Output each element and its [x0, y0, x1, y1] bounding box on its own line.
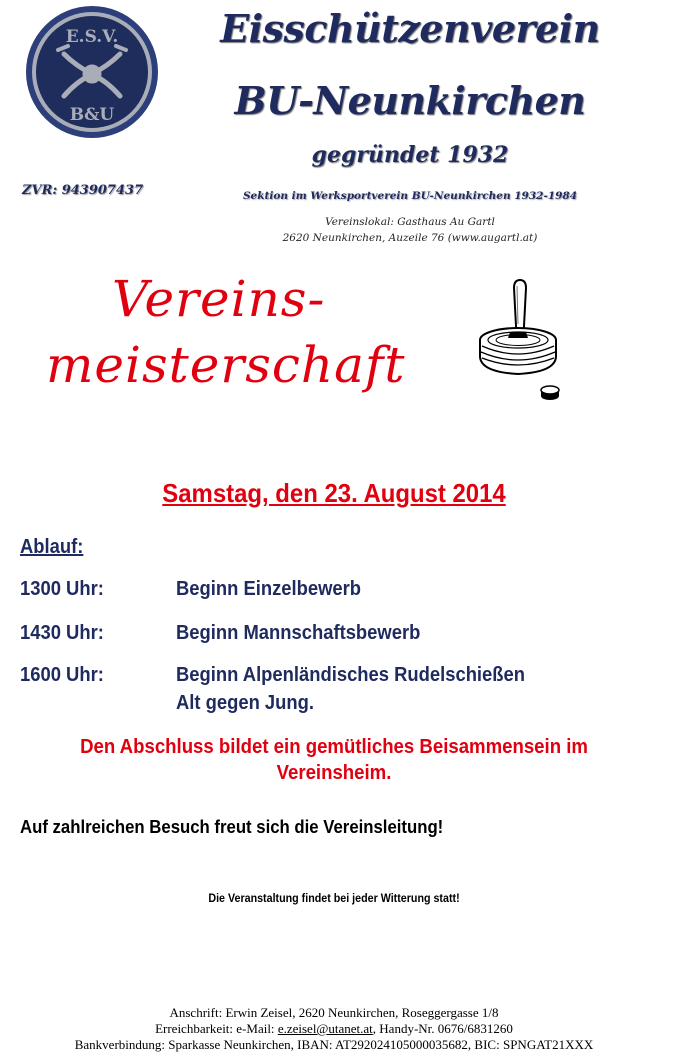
- poster-title-line1: Vereins-: [112, 270, 326, 328]
- zvr-number: ZVR: 943907437: [22, 183, 144, 198]
- schedule-desc-3-line2: Alt gegen Jung.: [176, 692, 314, 714]
- contact-prefix: Erreichbarkeit: e-Mail:: [155, 1021, 278, 1036]
- footer-bank: Bankverbindung: Sparkasse Neunkirchen, IBAN: AT292024105000035682, BIC: SPNGAT21XXX: [74, 1037, 594, 1052]
- logo-bottom-text: B&U: [69, 105, 115, 125]
- greeting: Auf zahlreichen Besuch freut sich die Vereinsleitung!: [20, 817, 444, 837]
- curling-stone-icon: [470, 278, 570, 408]
- contact-suffix: , Handy-Nr. 0676/6831260: [372, 1021, 513, 1036]
- venue-name: Vereinslokal: Gasthaus Au Gartl: [325, 216, 495, 228]
- closing-note-line1: Den Abschluss bildet ein gemütliches Beisammensein im: [80, 736, 588, 758]
- schedule-time-3: 1600 Uhr:: [20, 664, 104, 686]
- closing-note: [23, 734, 644, 786]
- schedule-time-1: 1300 Uhr:: [20, 578, 104, 600]
- founded-year: gegründet 1932: [311, 142, 509, 168]
- weather-note: Die Veranstaltung findet bei jeder Witterung statt!: [208, 893, 460, 905]
- venue-address: 2620 Neunkirchen, Auzeile 76 (www.augartl.at): [282, 232, 538, 244]
- club-city: BU-Neunkirchen: [234, 78, 586, 123]
- footer-contact: [0, 1021, 668, 1037]
- poster-title-line2: meisterschaft: [46, 336, 406, 394]
- schedule-desc-2: Beginn Mannschaftsbewerb: [176, 622, 421, 644]
- footer-address: Anschrift: Erwin Zeisel, 2620 Neunkirchen, Roseggergasse 1/8: [169, 1005, 499, 1020]
- logo-top-text: E.S.V.: [65, 27, 119, 47]
- section-note: Sektion im Werksportverein BU-Neunkirchen 1932-1984: [242, 190, 578, 202]
- club-name: Eisschützenverein: [220, 6, 600, 51]
- club-logo: [24, 4, 160, 140]
- schedule-desc-1: Beginn Einzelbewerb: [176, 578, 362, 600]
- schedule-time-2: 1430 Uhr:: [20, 622, 104, 644]
- schedule-desc-3: Beginn Alpenländisches Rudelschießen: [176, 664, 525, 686]
- event-date: Samstag, den 23. August 2014: [162, 478, 506, 508]
- closing-note-line2: Vereinsheim.: [276, 762, 392, 784]
- email-link[interactable]: e.zeisel@utanet.at: [277, 1021, 373, 1036]
- schedule-heading: Ablauf:: [20, 536, 84, 558]
